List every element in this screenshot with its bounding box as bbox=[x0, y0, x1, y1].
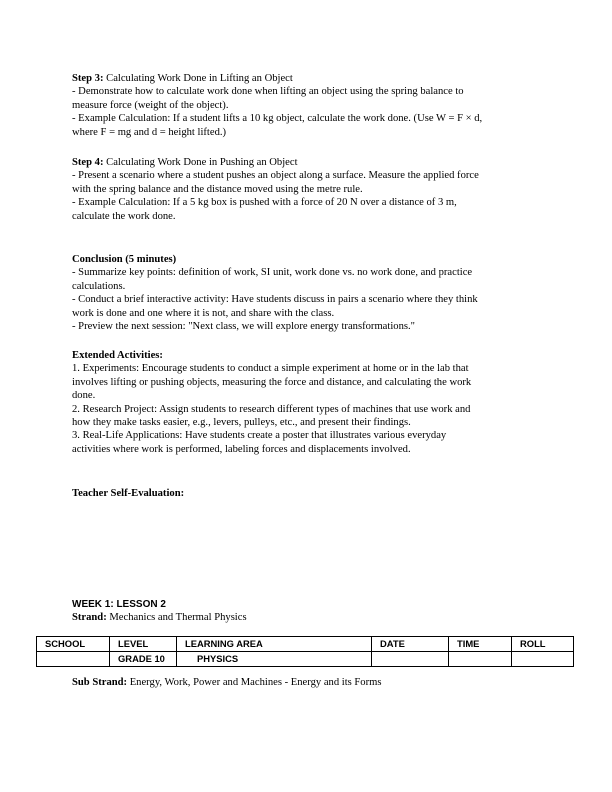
header-school: SCHOOL bbox=[37, 637, 110, 652]
header-roll: ROLL bbox=[512, 637, 574, 652]
self-evaluation-heading: Teacher Self-Evaluation: bbox=[72, 488, 185, 499]
cell-roll bbox=[512, 652, 574, 667]
sub-strand-line bbox=[72, 676, 382, 689]
self-evaluation-section bbox=[72, 487, 542, 500]
step-4-title: Calculating Work Done in Pushing an Object bbox=[103, 157, 298, 168]
step-3-label: Step 3: bbox=[72, 73, 104, 84]
strand-label: Strand: bbox=[72, 612, 107, 623]
step-4-line: calculate the work done. bbox=[72, 210, 176, 222]
header-time: TIME bbox=[449, 637, 512, 652]
step-4-heading-line bbox=[72, 156, 542, 169]
strand-value: Mechanics and Thermal Physics bbox=[106, 612, 247, 623]
header-learning-area: LEARNING AREA bbox=[177, 637, 372, 652]
header-level: LEVEL bbox=[110, 637, 177, 652]
lesson-info-header-row bbox=[37, 637, 574, 652]
step-4-label: Step 4: bbox=[72, 157, 104, 168]
step-4-line: with the spring balance and the distance moved using the metre rule. bbox=[72, 183, 363, 195]
extended-activities-line: 3. Real-Life Applications: Have students create a poster that illustrates various everyday bbox=[72, 430, 447, 442]
cell-school bbox=[37, 652, 110, 667]
conclusion-line: work is done and one where it is not, and share with the class. bbox=[72, 307, 335, 319]
sub-strand-label: Sub Strand: bbox=[72, 677, 128, 688]
extended-activities-line: 1. Experiments: Encourage students to conduct a simple experiment at home or in the lab that bbox=[72, 363, 469, 375]
conclusion-line: - Summarize key points: definition of work, SI unit, work done vs. no work done, and practice bbox=[72, 267, 473, 279]
step-4-line: - Present a scenario where a student pushes an object along a surface. Measure the applied force bbox=[72, 170, 479, 182]
step-3-line: where F = mg and d = height lifted.) bbox=[72, 126, 227, 138]
step-3-line: measure force (weight of the object). bbox=[72, 99, 229, 111]
extended-activities-section bbox=[72, 349, 542, 456]
step-4-section bbox=[72, 156, 542, 223]
extended-activities-line: 2. Research Project: Assign students to research different types of machines that use work and bbox=[72, 403, 471, 415]
cell-date bbox=[372, 652, 449, 667]
extended-activities-line: how they make tasks easier, e.g., levers, pulleys, etc., and present their findings. bbox=[72, 417, 411, 429]
extended-activities-line: involves lifting or pushing objects, measuring the force and distance, and calculating the work bbox=[72, 376, 472, 388]
conclusion-line: calculations. bbox=[72, 280, 126, 292]
strand-line bbox=[72, 611, 247, 624]
extended-activities-line: activities where work is performed, labeling forces and displacements involved. bbox=[72, 443, 411, 455]
cell-learning-area: PHYSICS bbox=[177, 652, 372, 667]
step-4-line: - Example Calculation: If a 5 kg box is pushed with a force of 20 N over a distance of 3 m, bbox=[72, 197, 457, 209]
step-3-line: - Example Calculation: If a student lifts a 10 kg object, calculate the work done. (Use W = F × d, bbox=[72, 113, 483, 125]
cell-level: GRADE 10 bbox=[110, 652, 177, 667]
conclusion-section bbox=[72, 253, 542, 333]
week-lesson-label: WEEK 1: LESSON 2 bbox=[72, 599, 166, 610]
extended-activities-line: done. bbox=[72, 390, 96, 402]
sub-strand-value: Energy, Work, Power and Machines - Energy and its Forms bbox=[127, 677, 382, 688]
step-3-section bbox=[72, 72, 542, 139]
conclusion-heading: Conclusion (5 minutes) bbox=[72, 254, 177, 265]
header-date: DATE bbox=[372, 637, 449, 652]
lesson-info-table bbox=[36, 636, 574, 667]
step-3-heading-line bbox=[72, 72, 542, 85]
cell-time bbox=[449, 652, 512, 667]
conclusion-line: - Conduct a brief interactive activity: Have students discuss in pairs a scenario where they think bbox=[72, 294, 478, 306]
conclusion-line: - Preview the next session: "Next class, we will explore energy transformations." bbox=[72, 321, 415, 333]
extended-activities-heading: Extended Activities: bbox=[72, 350, 163, 361]
lesson-info-value-row bbox=[37, 652, 574, 667]
step-3-line: - Demonstrate how to calculate work done when lifting an object using the spring balance to bbox=[72, 86, 464, 98]
step-3-title: Calculating Work Done in Lifting an Object bbox=[103, 73, 293, 84]
